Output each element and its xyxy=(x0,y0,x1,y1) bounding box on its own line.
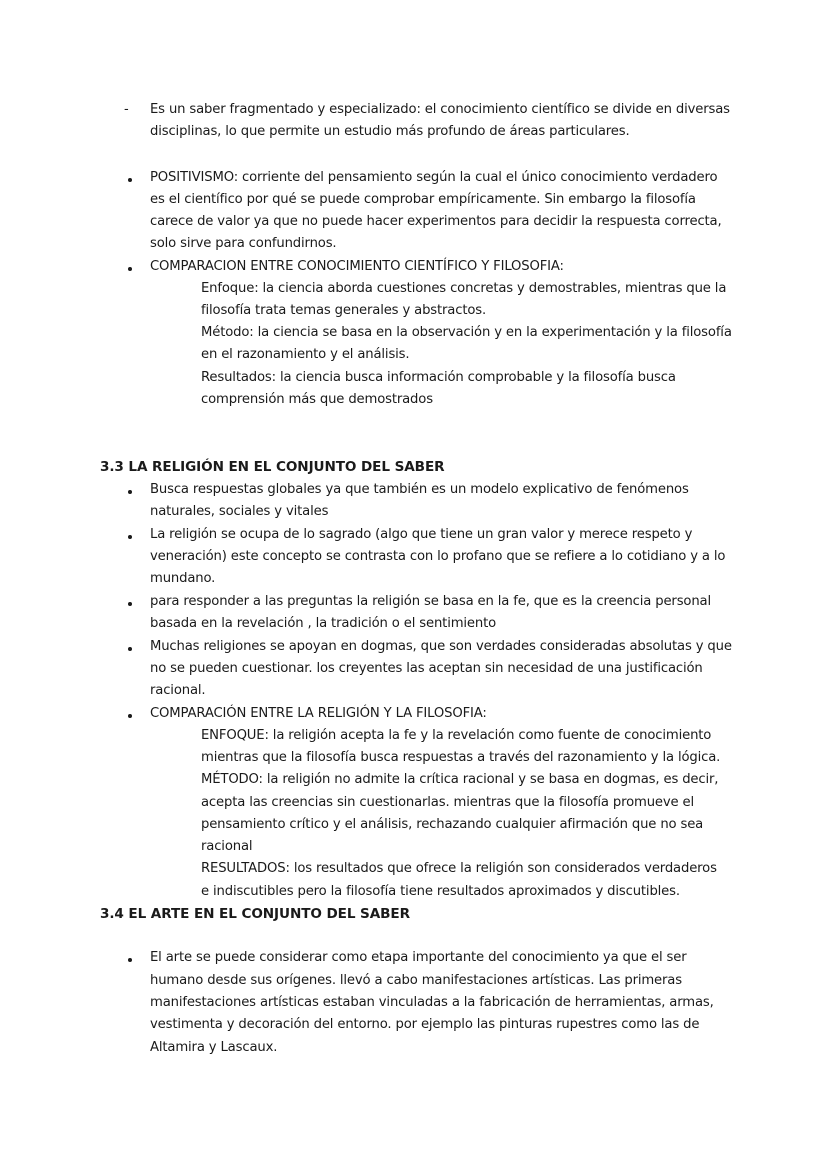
text-line: es el científico por qué se puede comprobar empíricamente. Sin embargo la filosofía xyxy=(150,192,696,207)
text-line: Método: la ciencia se basa en la observación y en la experimentación y la filosofía xyxy=(201,325,732,340)
bullet-icon xyxy=(128,490,132,494)
bullet-icon xyxy=(128,647,132,651)
text-line: COMPARACION ENTRE CONOCIMIENTO CIENTÍFICO Y FILOSOFIA: xyxy=(150,259,564,274)
bullet-icon xyxy=(128,602,132,606)
text-line: Resultados: la ciencia busca información comprobable y la filosofía busca xyxy=(201,370,676,385)
bullet-icon xyxy=(128,958,132,962)
text-line: MÉTODO: la religión no admite la crítica racional y se basa en dogmas, es decir, xyxy=(201,772,719,787)
text-line: mundano. xyxy=(150,571,216,586)
text-line: racional xyxy=(201,839,253,854)
bullet-icon xyxy=(128,535,132,539)
text-line: pensamiento crítico y el análisis, rechazando cualquier afirmación que no sea xyxy=(201,817,704,832)
text-line: e indiscutibles pero la filosofía tiene resultados aproximados y discutibles. xyxy=(201,884,680,899)
text-line: veneración) este concepto se contrasta con lo profano que se refiere a lo cotidiano y a lo xyxy=(150,549,726,564)
text-line: Enfoque: la ciencia aborda cuestiones concretas y demostrables, mientras que la xyxy=(201,281,727,296)
text-line: Es un saber fragmentado y especializado: el conocimiento científico se divide en diversas xyxy=(150,102,730,117)
section-heading-3-4: 3.4 EL ARTE EN EL CONJUNTO DEL SABER xyxy=(100,906,410,922)
text-line: basada en la revelación , la tradición o el sentimiento xyxy=(150,616,497,631)
text-line: racional. xyxy=(150,683,206,698)
text-line: ENFOQUE: la religión acepta la fe y la revelación como fuente de conocimiento xyxy=(201,728,712,743)
section-heading-3-3: 3.3 LA RELIGIÓN EN EL CONJUNTO DEL SABER xyxy=(100,459,445,475)
text-line: en el razonamiento y el análisis. xyxy=(201,347,410,362)
text-line: carece de valor ya que no puede hacer experimentos para decidir la respuesta correcta, xyxy=(150,214,722,229)
bullet-icon xyxy=(128,178,132,182)
text-line: manifestaciones artísticas estaban vinculadas a la fabricación de herramientas, armas, xyxy=(150,995,714,1010)
dash-marker: - xyxy=(124,102,129,117)
text-line: El arte se puede considerar como etapa importante del conocimiento ya que el ser xyxy=(150,950,687,965)
text-line: disciplinas, lo que permite un estudio más profundo de áreas particulares. xyxy=(150,124,630,139)
text-line: La religión se ocupa de lo sagrado (algo que tiene un gran valor y merece respeto y xyxy=(150,527,693,542)
text-line: Muchas religiones se apoyan en dogmas, que son verdades consideradas absolutas y que xyxy=(150,639,732,654)
text-line: vestimenta y decoración del entorno. por ejemplo las pinturas rupestres como las de xyxy=(150,1017,700,1032)
text-line: naturales, sociales y vitales xyxy=(150,504,329,519)
text-line: POSITIVISMO: corriente del pensamiento según la cual el único conocimiento verdadero xyxy=(150,170,718,185)
text-line: solo sirve para confundirnos. xyxy=(150,236,337,251)
text-line: Altamira y Lascaux. xyxy=(150,1040,278,1055)
text-line: comprensión más que demostrados xyxy=(201,392,433,407)
text-line: para responder a las preguntas la religión se basa en la fe, que es la creencia personal xyxy=(150,594,711,609)
text-line: COMPARACIÓN ENTRE LA RELIGIÓN Y LA FILOSOFIA: xyxy=(150,706,487,721)
text-line: no se pueden cuestionar. los creyentes las aceptan sin necesidad de una justificación xyxy=(150,661,703,676)
text-line: filosofía trata temas generales y abstractos. xyxy=(201,303,487,318)
text-line: RESULTADOS: los resultados que ofrece la religión son considerados verdaderos xyxy=(201,861,717,876)
bullet-icon xyxy=(128,267,132,271)
text-line: mientras que la filosofía busca respuestas a través del razonamiento y la lógica. xyxy=(201,750,721,765)
text-line: Busca respuestas globales ya que también es un modelo explicativo de fenómenos xyxy=(150,482,689,497)
text-line: acepta las creencias sin cuestionarlas. mientras que la filosofía promueve el xyxy=(201,795,695,810)
bullet-icon xyxy=(128,714,132,718)
text-line: humano desde sus orígenes. llevó a cabo manifestaciones artísticas. Las primeras xyxy=(150,973,682,988)
